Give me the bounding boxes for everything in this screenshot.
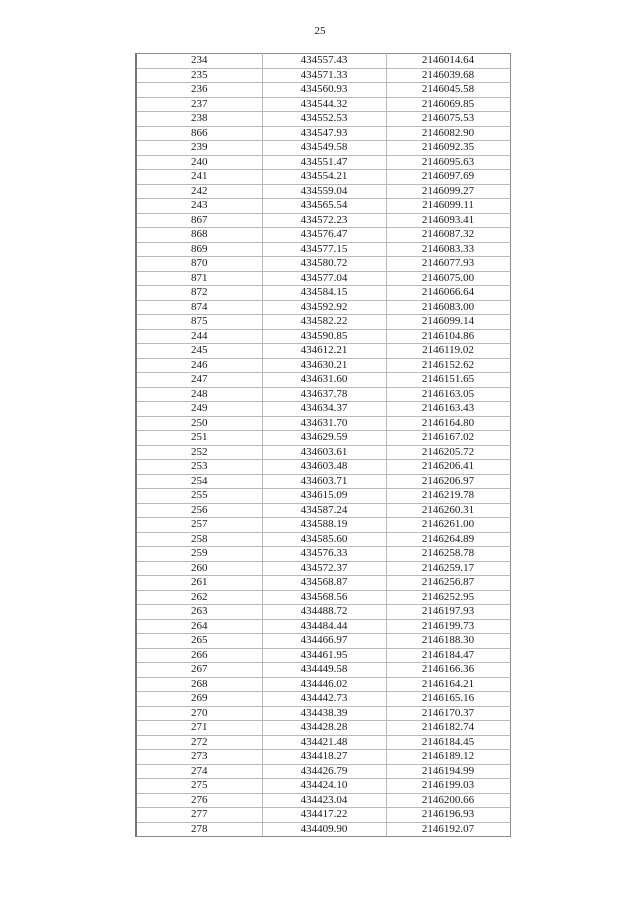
- y-coordinate-cell: 2146104.86: [386, 329, 510, 344]
- point-number-cell: 266: [136, 648, 262, 663]
- point-number-cell: 257: [136, 518, 262, 533]
- x-coordinate-cell: 434428.28: [262, 721, 386, 736]
- y-coordinate-cell: 2146167.02: [386, 431, 510, 446]
- point-number-cell: 240: [136, 155, 262, 170]
- point-number-cell: 869: [136, 242, 262, 257]
- x-coordinate-cell: 434423.04: [262, 793, 386, 808]
- y-coordinate-cell: 2146093.41: [386, 213, 510, 228]
- table-row: [136, 155, 510, 170]
- y-coordinate-cell: 2146264.89: [386, 532, 510, 547]
- y-coordinate-cell: 2146151.65: [386, 373, 510, 388]
- table-row: [136, 576, 510, 591]
- table-row: [136, 808, 510, 823]
- y-coordinate-cell: 2146075.00: [386, 271, 510, 286]
- y-coordinate-cell: 2146077.93: [386, 257, 510, 272]
- y-coordinate-cell: 2146206.97: [386, 474, 510, 489]
- y-coordinate-cell: 2146066.64: [386, 286, 510, 301]
- x-coordinate-cell: 434584.15: [262, 286, 386, 301]
- table-row: [136, 822, 510, 837]
- table-row: [136, 228, 510, 243]
- y-coordinate-cell: 2146261.00: [386, 518, 510, 533]
- x-coordinate-cell: 434587.24: [262, 503, 386, 518]
- y-coordinate-cell: 2146099.14: [386, 315, 510, 330]
- x-coordinate-cell: 434554.21: [262, 170, 386, 185]
- y-coordinate-cell: 2146166.36: [386, 663, 510, 678]
- y-coordinate-cell: 2146206.41: [386, 460, 510, 475]
- point-number-cell: 866: [136, 126, 262, 141]
- point-number-cell: 252: [136, 445, 262, 460]
- y-coordinate-cell: 2146196.93: [386, 808, 510, 823]
- point-number-cell: 267: [136, 663, 262, 678]
- table-row: [136, 721, 510, 736]
- y-coordinate-cell: 2146189.12: [386, 750, 510, 765]
- table-row: [136, 213, 510, 228]
- table-row: [136, 257, 510, 272]
- y-coordinate-cell: 2146119.02: [386, 344, 510, 359]
- x-coordinate-cell: 434612.21: [262, 344, 386, 359]
- point-number-cell: 270: [136, 706, 262, 721]
- point-number-cell: 867: [136, 213, 262, 228]
- table-row: [136, 184, 510, 199]
- table-row: [136, 416, 510, 431]
- table-row: [136, 199, 510, 214]
- x-coordinate-cell: 434592.92: [262, 300, 386, 315]
- x-coordinate-cell: 434461.95: [262, 648, 386, 663]
- x-coordinate-cell: 434603.61: [262, 445, 386, 460]
- table-row: [136, 518, 510, 533]
- x-coordinate-cell: 434559.04: [262, 184, 386, 199]
- table-row: [136, 445, 510, 460]
- table-row: [136, 692, 510, 707]
- x-coordinate-cell: 434603.71: [262, 474, 386, 489]
- table-row: [136, 663, 510, 678]
- point-number-cell: 275: [136, 779, 262, 794]
- x-coordinate-cell: 434449.58: [262, 663, 386, 678]
- x-coordinate-cell: 434634.37: [262, 402, 386, 417]
- table-row: [136, 242, 510, 257]
- y-coordinate-cell: 2146095.63: [386, 155, 510, 170]
- point-number-cell: 262: [136, 590, 262, 605]
- x-coordinate-cell: 434547.93: [262, 126, 386, 141]
- y-coordinate-cell: 2146075.53: [386, 112, 510, 127]
- point-number-cell: 249: [136, 402, 262, 417]
- y-coordinate-cell: 2146163.43: [386, 402, 510, 417]
- point-number-cell: 250: [136, 416, 262, 431]
- x-coordinate-cell: 434484.44: [262, 619, 386, 634]
- x-coordinate-cell: 434571.33: [262, 68, 386, 83]
- y-coordinate-cell: 2146045.58: [386, 83, 510, 98]
- point-number-cell: 242: [136, 184, 262, 199]
- y-coordinate-cell: 2146083.00: [386, 300, 510, 315]
- table-row: [136, 735, 510, 750]
- point-number-cell: 239: [136, 141, 262, 156]
- x-coordinate-cell: 434568.87: [262, 576, 386, 591]
- y-coordinate-cell: 2146165.16: [386, 692, 510, 707]
- table-row: [136, 329, 510, 344]
- y-coordinate-cell: 2146099.27: [386, 184, 510, 199]
- x-coordinate-cell: 434568.56: [262, 590, 386, 605]
- y-coordinate-cell: 2146152.62: [386, 358, 510, 373]
- x-coordinate-cell: 434488.72: [262, 605, 386, 620]
- y-coordinate-cell: 2146069.85: [386, 97, 510, 112]
- point-number-cell: 277: [136, 808, 262, 823]
- x-coordinate-cell: 434637.78: [262, 387, 386, 402]
- table-row: [136, 489, 510, 504]
- table-row: [136, 764, 510, 779]
- coordinate-table-body: [136, 54, 510, 837]
- point-number-cell: 263: [136, 605, 262, 620]
- x-coordinate-cell: 434631.60: [262, 373, 386, 388]
- y-coordinate-cell: 2146182.74: [386, 721, 510, 736]
- table-row: [136, 170, 510, 185]
- x-coordinate-cell: 434446.02: [262, 677, 386, 692]
- y-coordinate-cell: 2146014.64: [386, 54, 510, 69]
- table-row: [136, 474, 510, 489]
- x-coordinate-cell: 434572.23: [262, 213, 386, 228]
- point-number-cell: 872: [136, 286, 262, 301]
- x-coordinate-cell: 434418.27: [262, 750, 386, 765]
- y-coordinate-cell: 2146184.45: [386, 735, 510, 750]
- table-row: [136, 373, 510, 388]
- x-coordinate-cell: 434603.48: [262, 460, 386, 475]
- y-coordinate-cell: 2146256.87: [386, 576, 510, 591]
- table-row: [136, 706, 510, 721]
- y-coordinate-cell: 2146194.99: [386, 764, 510, 779]
- point-number-cell: 261: [136, 576, 262, 591]
- x-coordinate-cell: 434576.33: [262, 547, 386, 562]
- y-coordinate-cell: 2146252.95: [386, 590, 510, 605]
- page-number: 25: [314, 25, 326, 37]
- y-coordinate-cell: 2146039.68: [386, 68, 510, 83]
- point-number-cell: 245: [136, 344, 262, 359]
- point-number-cell: 241: [136, 170, 262, 185]
- table-row: [136, 634, 510, 649]
- point-number-cell: 868: [136, 228, 262, 243]
- point-number-cell: 238: [136, 112, 262, 127]
- x-coordinate-cell: 434631.70: [262, 416, 386, 431]
- point-number-cell: 264: [136, 619, 262, 634]
- y-coordinate-cell: 2146097.69: [386, 170, 510, 185]
- point-number-cell: 276: [136, 793, 262, 808]
- table-row: [136, 315, 510, 330]
- point-number-cell: 269: [136, 692, 262, 707]
- x-coordinate-cell: 434565.54: [262, 199, 386, 214]
- table-row: [136, 619, 510, 634]
- table-row: [136, 387, 510, 402]
- y-coordinate-cell: 2146259.17: [386, 561, 510, 576]
- y-coordinate-cell: 2146258.78: [386, 547, 510, 562]
- x-coordinate-cell: 434560.93: [262, 83, 386, 98]
- x-coordinate-cell: 434630.21: [262, 358, 386, 373]
- point-number-cell: 244: [136, 329, 262, 344]
- x-coordinate-cell: 434557.43: [262, 54, 386, 69]
- table-row: [136, 590, 510, 605]
- table-row: [136, 547, 510, 562]
- table-row: [136, 141, 510, 156]
- x-coordinate-cell: 434421.48: [262, 735, 386, 750]
- y-coordinate-cell: 2146188.30: [386, 634, 510, 649]
- point-number-cell: 253: [136, 460, 262, 475]
- y-coordinate-cell: 2146199.03: [386, 779, 510, 794]
- table-row: [136, 750, 510, 765]
- table-row: [136, 460, 510, 475]
- y-coordinate-cell: 2146164.80: [386, 416, 510, 431]
- x-coordinate-cell: 434426.79: [262, 764, 386, 779]
- y-coordinate-cell: 2146260.31: [386, 503, 510, 518]
- table-row: [136, 344, 510, 359]
- point-number-cell: 234: [136, 54, 262, 69]
- point-number-cell: 870: [136, 257, 262, 272]
- point-number-cell: 246: [136, 358, 262, 373]
- point-number-cell: 247: [136, 373, 262, 388]
- point-number-cell: 278: [136, 822, 262, 837]
- point-number-cell: 259: [136, 547, 262, 562]
- point-number-cell: 274: [136, 764, 262, 779]
- table-row: [136, 779, 510, 794]
- x-coordinate-cell: 434590.85: [262, 329, 386, 344]
- point-number-cell: 248: [136, 387, 262, 402]
- x-coordinate-cell: 434409.90: [262, 822, 386, 837]
- y-coordinate-cell: 2146092.35: [386, 141, 510, 156]
- y-coordinate-cell: 2146199.73: [386, 619, 510, 634]
- point-number-cell: 268: [136, 677, 262, 692]
- y-coordinate-cell: 2146192.07: [386, 822, 510, 837]
- x-coordinate-cell: 434585.60: [262, 532, 386, 547]
- table-row: [136, 126, 510, 141]
- table-row: [136, 112, 510, 127]
- table-row: [136, 677, 510, 692]
- point-number-cell: 875: [136, 315, 262, 330]
- point-number-cell: 236: [136, 83, 262, 98]
- y-coordinate-cell: 2146083.33: [386, 242, 510, 257]
- y-coordinate-cell: 2146163.05: [386, 387, 510, 402]
- table-row: [136, 648, 510, 663]
- point-number-cell: 265: [136, 634, 262, 649]
- point-number-cell: 272: [136, 735, 262, 750]
- y-coordinate-cell: 2146184.47: [386, 648, 510, 663]
- x-coordinate-cell: 434424.10: [262, 779, 386, 794]
- point-number-cell: 871: [136, 271, 262, 286]
- y-coordinate-cell: 2146200.66: [386, 793, 510, 808]
- x-coordinate-cell: 434577.15: [262, 242, 386, 257]
- y-coordinate-cell: 2146082.90: [386, 126, 510, 141]
- x-coordinate-cell: 434466.97: [262, 634, 386, 649]
- x-coordinate-cell: 434582.22: [262, 315, 386, 330]
- table-row: [136, 271, 510, 286]
- point-number-cell: 254: [136, 474, 262, 489]
- table-row: [136, 358, 510, 373]
- point-number-cell: 258: [136, 532, 262, 547]
- table-row: [136, 503, 510, 518]
- y-coordinate-cell: 2146087.32: [386, 228, 510, 243]
- point-number-cell: 255: [136, 489, 262, 504]
- point-number-cell: 243: [136, 199, 262, 214]
- table-row: [136, 431, 510, 446]
- y-coordinate-cell: 2146099.11: [386, 199, 510, 214]
- table-row: [136, 532, 510, 547]
- x-coordinate-cell: 434580.72: [262, 257, 386, 272]
- y-coordinate-cell: 2146205.72: [386, 445, 510, 460]
- table-row: [136, 605, 510, 620]
- x-coordinate-cell: 434442.73: [262, 692, 386, 707]
- y-coordinate-cell: 2146219.78: [386, 489, 510, 504]
- x-coordinate-cell: 434438.39: [262, 706, 386, 721]
- x-coordinate-cell: 434551.47: [262, 155, 386, 170]
- table-row: [136, 54, 510, 69]
- point-number-cell: 260: [136, 561, 262, 576]
- table-row: [136, 83, 510, 98]
- point-number-cell: 874: [136, 300, 262, 315]
- point-number-cell: 271: [136, 721, 262, 736]
- point-number-cell: 237: [136, 97, 262, 112]
- x-coordinate-cell: 434544.32: [262, 97, 386, 112]
- y-coordinate-cell: 2146164.21: [386, 677, 510, 692]
- table-row: [136, 793, 510, 808]
- x-coordinate-cell: 434552.53: [262, 112, 386, 127]
- table-row: [136, 300, 510, 315]
- x-coordinate-cell: 434629.59: [262, 431, 386, 446]
- x-coordinate-cell: 434572.37: [262, 561, 386, 576]
- y-coordinate-cell: 2146170.37: [386, 706, 510, 721]
- x-coordinate-cell: 434615.09: [262, 489, 386, 504]
- y-coordinate-cell: 2146197.93: [386, 605, 510, 620]
- table-row: [136, 97, 510, 112]
- point-number-cell: 273: [136, 750, 262, 765]
- table-row: [136, 561, 510, 576]
- x-coordinate-cell: 434549.58: [262, 141, 386, 156]
- x-coordinate-cell: 434576.47: [262, 228, 386, 243]
- point-number-cell: 235: [136, 68, 262, 83]
- x-coordinate-cell: 434577.04: [262, 271, 386, 286]
- table-row: [136, 286, 510, 301]
- x-coordinate-cell: 434417.22: [262, 808, 386, 823]
- point-number-cell: 251: [136, 431, 262, 446]
- table-row: [136, 68, 510, 83]
- table-row: [136, 402, 510, 417]
- x-coordinate-cell: 434588.19: [262, 518, 386, 533]
- coordinate-table: [135, 53, 511, 837]
- point-number-cell: 256: [136, 503, 262, 518]
